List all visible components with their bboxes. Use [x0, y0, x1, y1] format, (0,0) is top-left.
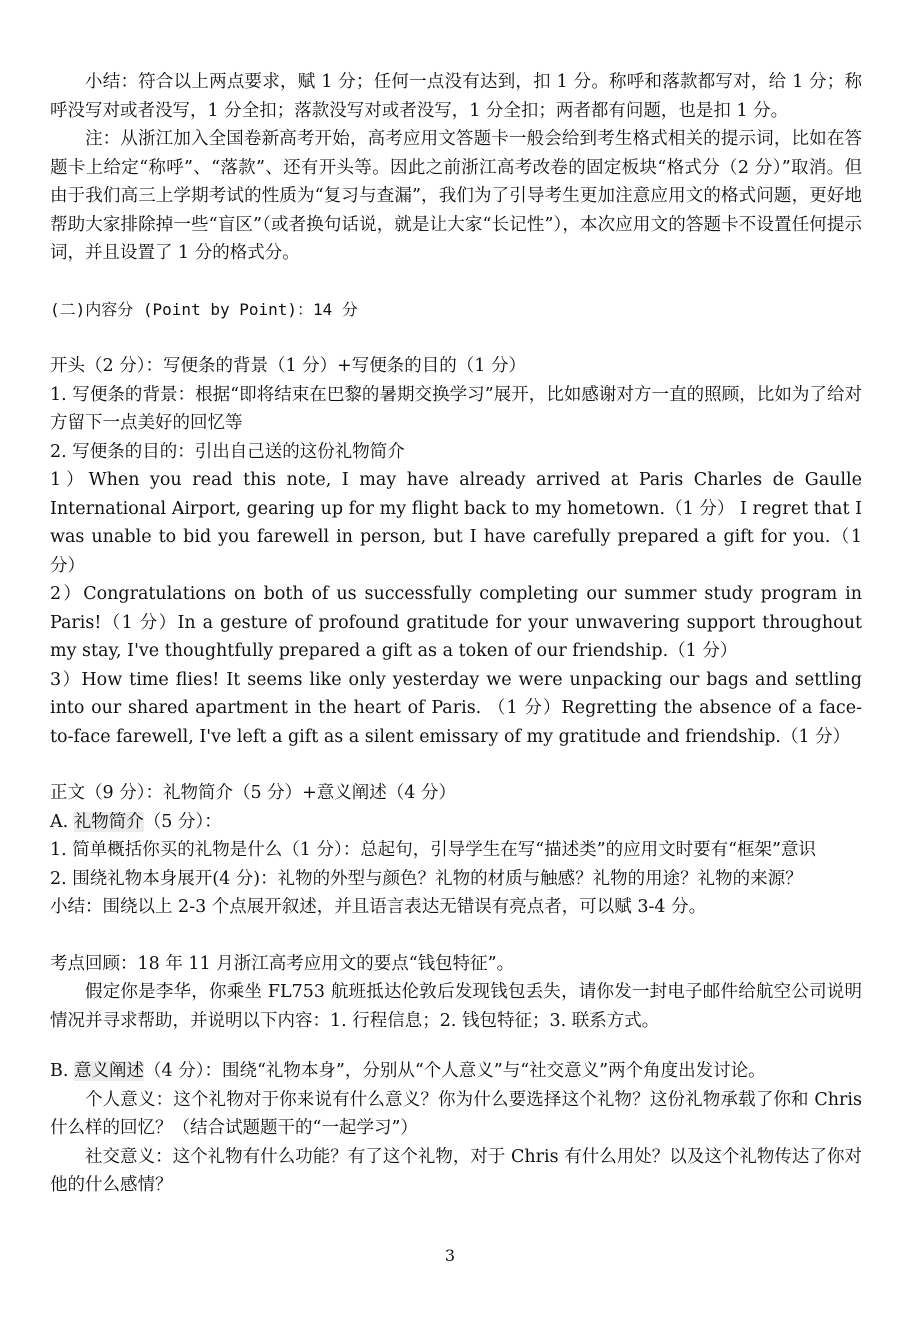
opening-example-1: 1）When you read this note, I may have already arrived at Paris Charles de Gaulle International Airport, gearing up for my flight back to my hometown.（1 分） I regret that I was unable to bid you farewell in person, but I have carefully prepared a gift for you.（1 分）	[50, 470, 862, 576]
opening-item-purpose: 2. 写便条的目的：引出自己送的这份礼物简介	[50, 441, 405, 462]
opening-item-background: 1. 写便条的背景：根据“即将结束在巴黎的暑期交换学习”展开，比如感谢对方一直的照顾，比如为了给对方留下一点美好的回忆等	[50, 384, 862, 433]
format-note: 注：从浙江加入全国卷新高考开始，高考应用文答题卡一般会给到考生格式相关的提示词，比如在答题卡上给定“称呼”、“落款”、还有开头等。因此之前浙江高考改卷的固定板块“格式分（2 分）”取消。但由于我们高三上学期考试的性质为“复习与查漏”，我们为了引导考生更加注意应用文的格式问题，更好地帮助大家排除掉一些“盲区”（或者换句话说，就是让大家“长记性”），本次应用文的答题卡不设置任何提示词，并且设置了 1 分的格式分。	[50, 129, 862, 263]
gift-intro-summary: 小结：围绕以上 2-3 个点展开叙述，并且语言表达无错误有亮点者，可以赋 3-4 分。	[50, 897, 707, 917]
page-number: 3	[444, 1246, 456, 1265]
meaning-social: 社交意义：这个礼物有什么功能？有了这个礼物，对于 Chris 有什么用处？以及这个礼物传达了你对他的什么感情？	[50, 1146, 862, 1195]
gift-intro-suffix: （5 分）：	[143, 811, 222, 832]
gift-intro-item-2: 2. 围绕礼物本身展开(4 分)：礼物的外型与颜色？礼物的材质与触感？礼物的用途？礼物的来源？	[50, 868, 803, 889]
format-summary: 小结：符合以上两点要求，赋 1 分；任何一点没有达到，扣 1 分。称呼和落款都写对，给 1 分；称呼没写对或者没写，1 分全扣；落款没写对或者没写，1 分全扣；两者都有问题，也是扣 1 分。	[50, 72, 862, 121]
review-heading: 考点回顾：18 年 11 月浙江高考应用文的要点“钱包特征”。	[50, 953, 515, 974]
gift-intro-heading	[50, 808, 862, 837]
meaning-personal: 个人意义：这个礼物对于你来说有什么意义？你为什么要选择这个礼物？这份礼物承载了你和 Chris 什么样的回忆？（结合试题题干的“一起学习”）	[50, 1089, 862, 1138]
gift-intro-highlight: 礼物简介	[73, 811, 144, 832]
gift-intro-item-1: 1. 简单概括你买的礼物是什么（1 分）：总起句，引导学生在写“描述类”的应用文时要有“框架”意识	[50, 840, 816, 860]
meaning-highlight: 意义阐述	[74, 1061, 144, 1081]
meaning-suffix: （4 分）：围绕“礼物本身”，分别从“个人意义”与“社交意义”两个角度出发讨论。	[144, 1061, 766, 1081]
gift-intro-prefix: A.	[50, 811, 74, 832]
meaning-prefix: B.	[50, 1061, 74, 1081]
opening-example-2: 2）Congratulations on both of us successfully completing our summer study program in Paris!（1 分）In a gesture of profound gratitude for your unwavering support throughout my stay, I've thoughtfully prepared a gift as a token of our friendship.（1 分）	[50, 584, 862, 661]
meaning-heading	[50, 1057, 862, 1086]
opening-heading: 开头（2 分）：写便条的背景（1 分）+写便条的目的（1 分）	[50, 356, 527, 376]
content-section-heading: (二)内容分 (Point by Point)：14 分	[50, 299, 358, 319]
body-heading: 正文（9 分）：礼物简介（5 分）+意义阐述（4 分）	[50, 783, 457, 803]
review-text: 假定你是李华，你乘坐 FL753 航班抵达伦敦后发现钱包丢失，请你发一封电子邮件给航空公司说明情况并寻求帮助，并说明以下内容：1. 行程信息；2. 钱包特征；3. 联系方式。	[50, 982, 862, 1031]
opening-example-3: 3）How time flies! It seems like only yesterday we were unpacking our bags and settling into our shared apartment in the heart of Paris. （1 分）Regretting the absence of a face-to-face farewell, I've left a gift as a silent emissary of my gratitude and friendship.（1 分）	[50, 669, 862, 747]
